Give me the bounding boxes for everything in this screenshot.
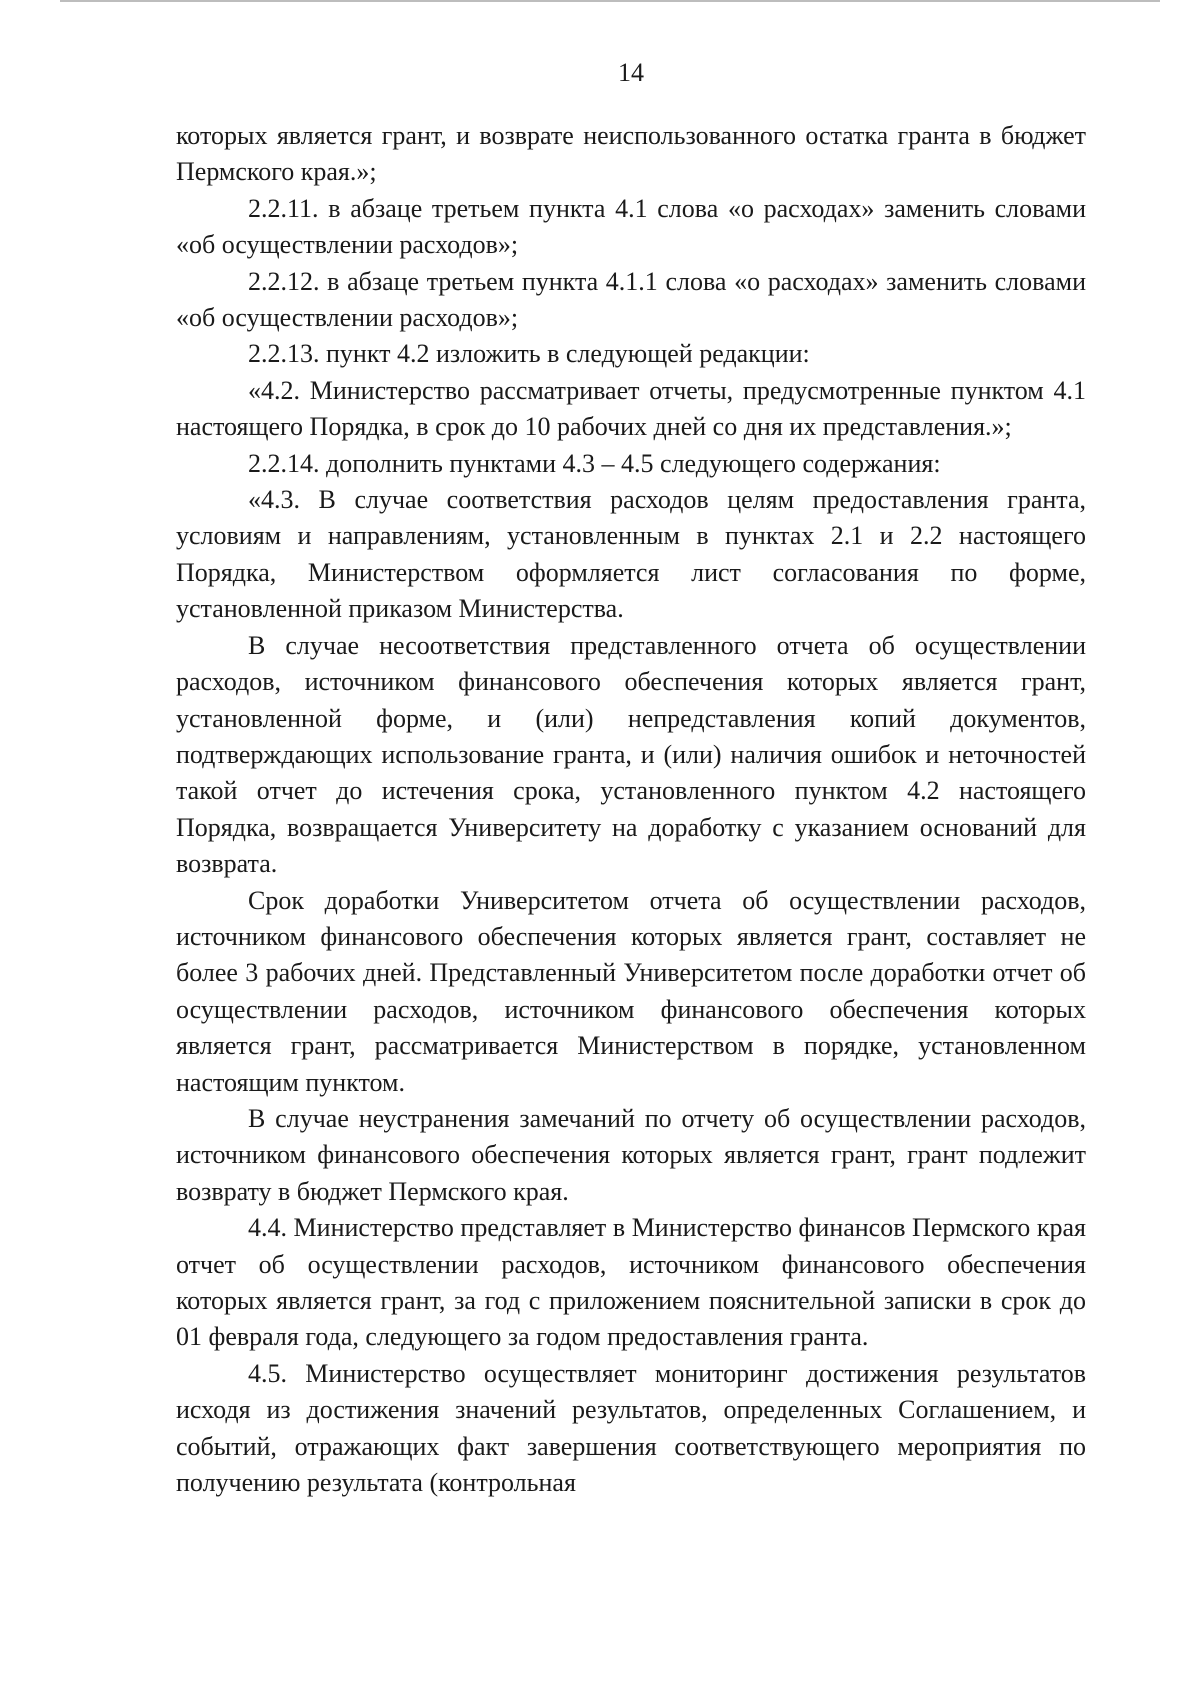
document-body <box>176 118 1086 1501</box>
scan-edge-line <box>60 0 1160 2</box>
page-number: 14 <box>618 58 644 87</box>
paragraph-continuation: которых является грант, и возврате неиспользованного остатка гранта в бюджет Пермского края.»; <box>176 121 1086 187</box>
paragraph-clause-4-2: «4.2. Министерство рассматривает отчеты, предусмотренные пунктом 4.1 настоящего Порядка, в срок до 10 рабочих дней со дня их представления.»; <box>176 375 1086 442</box>
paragraph-clause-4-3-part-3: Срок доработки Университетом отчета об осуществлении расходов, источником финансового обеспечения которых является грант, составляет не более 3 рабочих дней. Представленный Университетом после доработки отчет об осуществлении расходов, источником финансового обеспечения которых является грант, рассматривается Министерством в порядке, установленном настоящим пунктом. <box>176 885 1086 1097</box>
paragraph-item-2-2-12: 2.2.12. в абзаце третьем пункта 4.1.1 слова «о расходах» заменить словами «об осуществлении расходов»; <box>176 266 1086 333</box>
paragraph-clause-4-3: «4.3. В случае соответствия расходов целям предоставления гранта, условиям и направлениям, установленным в пунктах 2.1 и 2.2 настоящего Порядка, Министерством оформляется лист согласования по форме, установленной приказом Министерства. <box>176 485 1086 624</box>
paragraph-item-2-2-14: 2.2.14. дополнить пунктами 4.3 – 4.5 следующего содержания: <box>248 448 941 478</box>
paragraph-clause-4-4: 4.4. Министерство представляет в Министерство финансов Пермского края отчет об осуществлении расходов, источником финансового обеспечения которых является грант, за год с приложением пояснительной записки в срок до 01 февраля года, следующего за годом предоставления гранта. <box>176 1213 1086 1352</box>
paragraph-clause-4-5: 4.5. Министерство осуществляет мониторинг достижения результатов исходя из достижения значений результатов, определенных Соглашением, и событий, отражающих факт завершения соответствующего мероприятия по получению результата (контрольная <box>176 1358 1086 1498</box>
paragraph-clause-4-3-part-2: В случае несоответствия представленного отчета об осуществлении расходов, источником финансового обеспечения которых является грант, установленной форме, и (или) непредставления копий документов, подтверждающих использование гранта, и (или) наличия ошибок и неточностей такой отчет до истечения срока, установленного пунктом 4.2 настоящего Порядка, возвращается Университету на доработку с указанием оснований для возврата. <box>176 630 1086 879</box>
paragraph-clause-4-3-part-4: В случае неустранения замечаний по отчету об осуществлении расходов, источником финансового обеспечения которых является грант, грант подлежит возврату в бюджет Пермского края. <box>176 1103 1086 1206</box>
paragraph-item-2-2-11: 2.2.11. в абзаце третьем пункта 4.1 слова «о расходах» заменить словами «об осуществлении расходов»; <box>176 193 1086 260</box>
paragraph-item-2-2-13: 2.2.13. пункт 4.2 изложить в следующей редакции: <box>248 339 810 369</box>
